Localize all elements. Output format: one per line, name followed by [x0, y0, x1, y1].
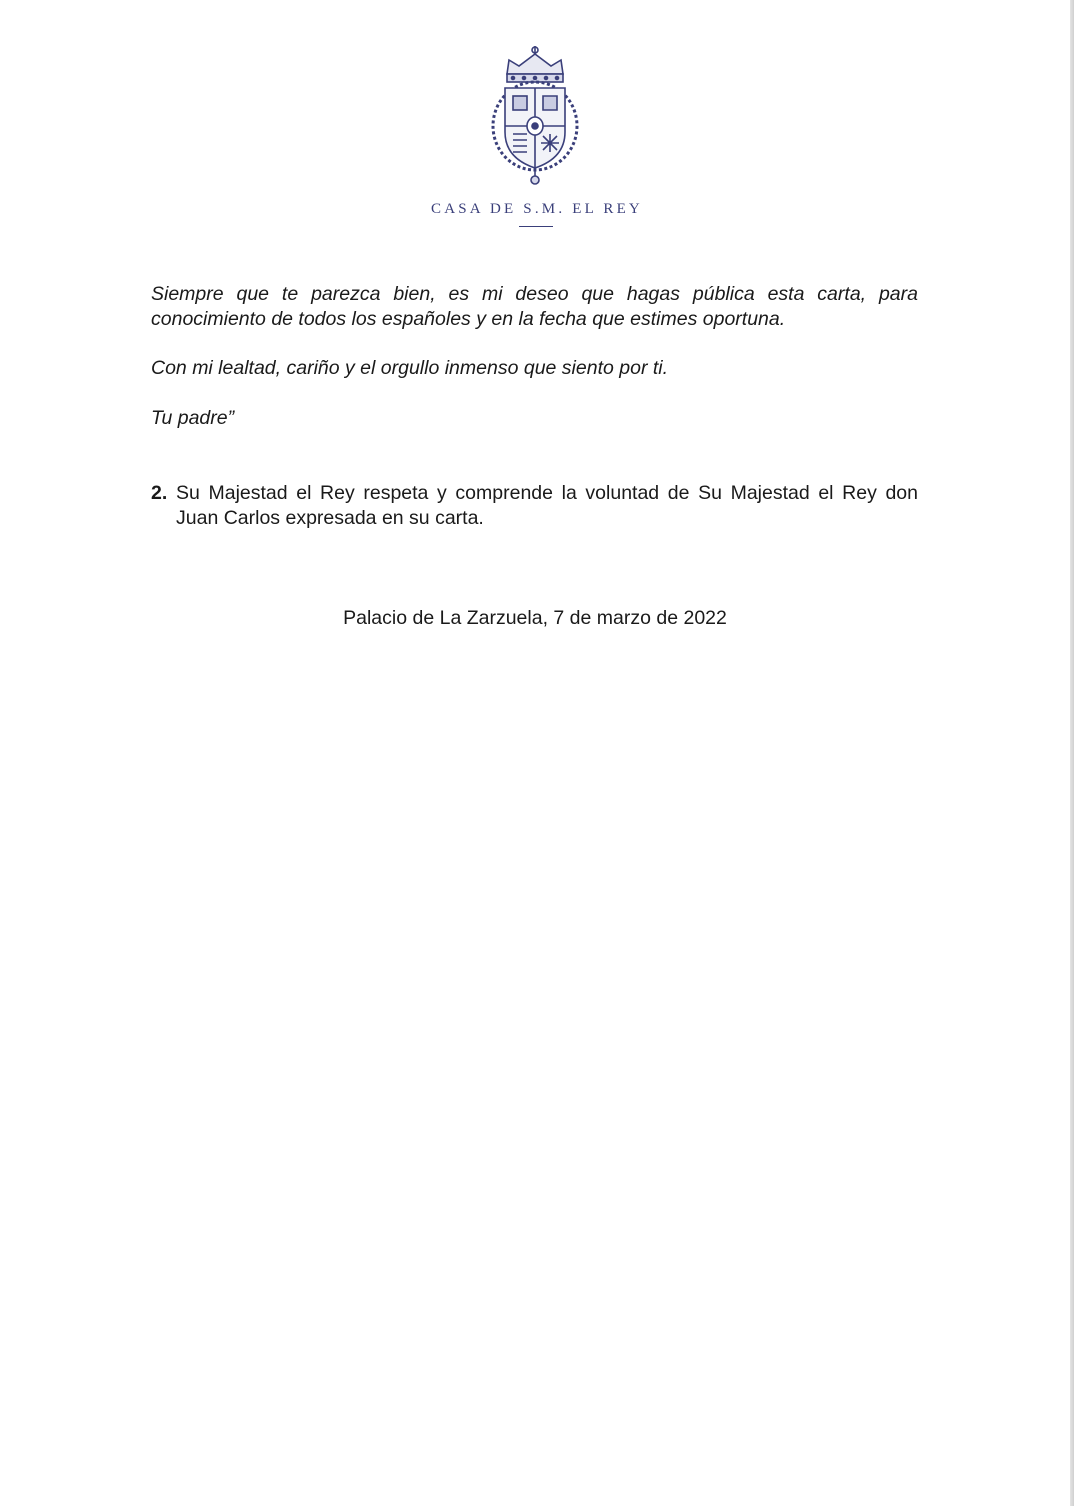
point-number: 2. — [151, 482, 168, 504]
royal-crest-icon — [487, 44, 583, 186]
point-text: Su Majestad el Rey respeta y comprende la voluntad de Su Majestad el Rey don Juan Carlos expresada en su carta. — [176, 482, 918, 529]
letterhead-divider — [519, 226, 553, 227]
place-and-date: Palacio de La Zarzuela, 7 de marzo de 2022 — [343, 607, 727, 629]
letter-paragraph-publication: Siempre que te parezca bien, es mi deseo que hagas pública esta carta, para conocimiento de todos los españoles y en la fecha que estimes oportuna. — [151, 283, 918, 330]
letter-closing: Tu padre” — [151, 407, 235, 429]
letter-paragraph-affection: Con mi lealtad, cariño y el orgullo inmenso que siento por ti. — [151, 357, 669, 379]
letterhead-title: CASA DE S.M. EL REY — [431, 201, 643, 217]
page-edge-shadow — [1070, 0, 1074, 1506]
numbered-point — [151, 481, 918, 531]
